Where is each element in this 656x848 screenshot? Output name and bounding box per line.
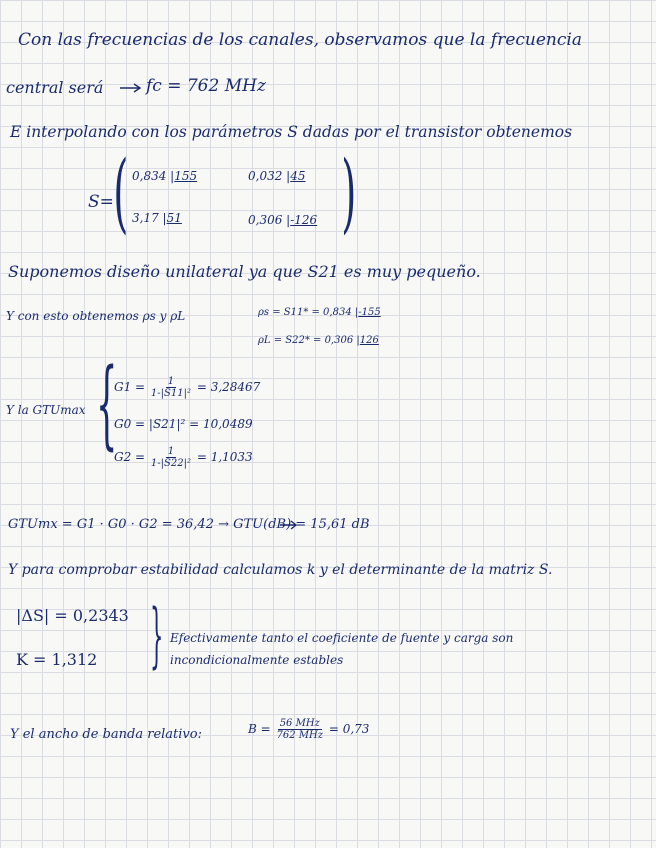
bw-value: = 0,73: [328, 722, 370, 736]
g2-label: G2 =: [114, 450, 146, 464]
g1-fraction: $\frac{1}{\text{1-|S11|²}}$: [150, 376, 191, 399]
s11-angle: 155: [174, 169, 198, 183]
s12-angle: 45: [290, 169, 306, 183]
s12-mag: 0,032: [248, 169, 283, 183]
line-6: Y con esto obtenemos ρs y ρL: [6, 309, 186, 323]
g2-value: = 1,1033: [196, 450, 253, 464]
s12-entry: 0,032 |45: [248, 169, 306, 183]
line-1: Con las frecuencias de los canales, observamos que la frecuencia: [18, 30, 582, 50]
delta-s: |ΔS| = 0,2343: [16, 606, 129, 625]
bw-fraction: $\frac{\text{56 MHz}}{\text{762 MHz}}$: [276, 718, 324, 741]
g2-formula: [114, 446, 253, 469]
g2-fraction: $\frac{1}{\text{1-|S22|²}}$: [150, 446, 191, 469]
gtu-total: GTUmx = G1 · G0 · G2 = 36,42 → GTU(dB) = 15,61 dB: [8, 517, 370, 532]
s21-mag: 3,17: [132, 211, 159, 225]
bandwidth-formula: [248, 718, 369, 741]
rho-s-angle: -155: [358, 307, 381, 318]
rho-l-entry: ρL = S22* = 0,306 |126: [258, 335, 379, 346]
gtumax-label: Y la GTUmax: [6, 403, 86, 417]
s22-mag: 0,306: [248, 213, 283, 227]
rho-l-value: ρL = S22* = 0,306: [258, 335, 354, 346]
s11-entry: 0,834 |155: [132, 169, 198, 183]
g1-formula: [114, 376, 260, 399]
stability-brace: }: [150, 594, 164, 676]
bandwidth-label: Y el ancho de banda relativo:: [10, 727, 202, 742]
rho-l-angle: 126: [359, 335, 379, 346]
gtumax-brace: {: [96, 348, 118, 460]
line-3: E interpolando con los parámetros S dadas por el transistor obtenemos: [10, 123, 573, 141]
arrow-stroke-1: [120, 84, 140, 92]
s11-mag: 0,834: [132, 169, 167, 183]
g1-label: G1 =: [114, 380, 146, 394]
s21-angle: 51: [166, 211, 182, 225]
right-paren: ): [341, 143, 357, 243]
g0-formula: G0 = |S21|² = 10,0489: [114, 417, 253, 431]
line-5: Suponemos diseño unilateral ya que S21 es muy pequeño.: [8, 262, 481, 281]
rho-s-entry: ρs = S11* = 0,834 |-155: [258, 307, 381, 318]
s21-entry: 3,17 |51: [132, 211, 182, 225]
center-frequency: fc = 762 MHz: [146, 76, 266, 96]
k-factor: K = 1,312: [16, 650, 98, 669]
s22-entry: 0,306 |-126: [248, 213, 318, 227]
line-2-text: central será: [6, 78, 104, 97]
line-9: Y para comprobar estabilidad calculamos k y el determinante de la matriz S.: [8, 562, 553, 578]
g1-value: = 3,28467: [196, 380, 261, 394]
bw-lhs: B =: [248, 722, 271, 736]
stability-line-2: incondicionalmente estables: [170, 653, 344, 667]
stability-line-1: Efectivamente tanto el coeficiente de fuente y carga son: [170, 631, 514, 645]
rho-s-value: ρs = S11* = 0,834: [258, 307, 352, 318]
s-matrix-label: S=: [88, 192, 114, 212]
left-paren: (: [113, 143, 129, 243]
s22-angle: -126: [290, 213, 318, 227]
